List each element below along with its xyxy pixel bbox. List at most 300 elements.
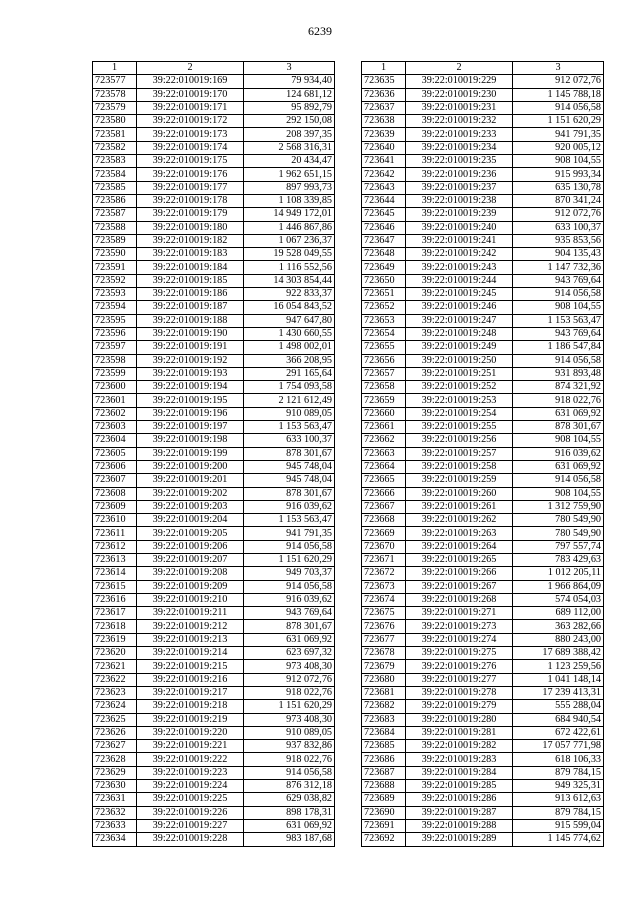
cadastral-number-cell: 39:22:010019:231 [406, 101, 513, 114]
value-cell: 918 022,76 [244, 753, 335, 766]
value-cell: 913 612,63 [513, 793, 604, 806]
value-cell: 1 430 660,55 [244, 327, 335, 340]
cadastral-number-cell: 39:22:010019:199 [137, 447, 244, 460]
table-row [362, 647, 604, 660]
row-number-cell: 723630 [93, 780, 137, 793]
row-number-cell: 723654 [362, 327, 406, 340]
row-number-cell: 723652 [362, 301, 406, 314]
header-col-2: 2 [406, 62, 513, 75]
table-row [362, 487, 604, 500]
value-cell: 918 022,76 [513, 394, 604, 407]
value-cell: 366 208,95 [244, 354, 335, 367]
table-row [362, 580, 604, 593]
page-number: 6239 [308, 24, 332, 38]
header-col-2: 2 [137, 62, 244, 75]
row-number-cell: 723588 [93, 221, 137, 234]
cadastral-number-cell: 39:22:010019:184 [137, 261, 244, 274]
value-cell: 935 853,56 [513, 234, 604, 247]
cadastral-number-cell: 39:22:010019:268 [406, 593, 513, 606]
table-row [93, 460, 335, 473]
table-row [93, 633, 335, 646]
cadastral-number-cell: 39:22:010019:176 [137, 168, 244, 181]
table-row [362, 141, 604, 154]
value-cell: 684 940,54 [513, 713, 604, 726]
cadastral-number-cell: 39:22:010019:224 [137, 780, 244, 793]
table-row [93, 101, 335, 114]
cadastral-number-cell: 39:22:010019:284 [406, 766, 513, 779]
cadastral-number-cell: 39:22:010019:261 [406, 500, 513, 513]
row-number-cell: 723637 [362, 101, 406, 114]
cadastral-number-cell: 39:22:010019:242 [406, 248, 513, 261]
table-row [362, 500, 604, 513]
table-row [362, 394, 604, 407]
value-cell: 941 791,35 [513, 128, 604, 141]
table-row [93, 527, 335, 540]
row-number-cell: 723596 [93, 327, 137, 340]
table-row [362, 261, 604, 274]
table-row [362, 208, 604, 221]
value-cell: 633 100,37 [513, 221, 604, 234]
cadastral-number-cell: 39:22:010019:241 [406, 234, 513, 247]
value-cell: 14 949 172,01 [244, 208, 335, 221]
table-row [93, 620, 335, 633]
header-col-1: 1 [362, 62, 406, 75]
cadastral-number-cell: 39:22:010019:204 [137, 514, 244, 527]
table-row [93, 434, 335, 447]
value-cell: 17 057 771,98 [513, 740, 604, 753]
cadastral-number-cell: 39:22:010019:207 [137, 553, 244, 566]
table-row [362, 75, 604, 88]
cadastral-number-cell: 39:22:010019:255 [406, 421, 513, 434]
header-row [362, 62, 604, 75]
cadastral-number-cell: 39:22:010019:234 [406, 141, 513, 154]
cadastral-number-cell: 39:22:010019:278 [406, 686, 513, 699]
value-cell: 780 549,90 [513, 514, 604, 527]
value-cell: 1 153 563,47 [513, 314, 604, 327]
table-row [362, 407, 604, 420]
table-row [93, 553, 335, 566]
value-cell: 914 056,58 [244, 540, 335, 553]
row-number-cell: 723587 [93, 208, 137, 221]
row-number-cell: 723687 [362, 766, 406, 779]
cadastral-number-cell: 39:22:010019:240 [406, 221, 513, 234]
row-number-cell: 723603 [93, 421, 137, 434]
value-cell: 635 130,78 [513, 181, 604, 194]
cadastral-number-cell: 39:22:010019:187 [137, 301, 244, 314]
table-row [362, 341, 604, 354]
table-row [362, 553, 604, 566]
row-number-cell: 723618 [93, 620, 137, 633]
value-cell: 943 769,64 [244, 607, 335, 620]
cadastral-number-cell: 39:22:010019:262 [406, 514, 513, 527]
cadastral-number-cell: 39:22:010019:218 [137, 700, 244, 713]
row-number-cell: 723682 [362, 700, 406, 713]
table-row [362, 540, 604, 553]
cadastral-number-cell: 39:22:010019:217 [137, 686, 244, 699]
table-row [93, 301, 335, 314]
row-number-cell: 723670 [362, 540, 406, 553]
cadastral-number-cell: 39:22:010019:175 [137, 155, 244, 168]
cadastral-number-cell: 39:22:010019:194 [137, 381, 244, 394]
row-number-cell: 723599 [93, 367, 137, 380]
row-number-cell: 723666 [362, 487, 406, 500]
row-number-cell: 723578 [93, 88, 137, 101]
row-number-cell: 723636 [362, 88, 406, 101]
row-number-cell: 723608 [93, 487, 137, 500]
value-cell: 124 681,12 [244, 88, 335, 101]
value-cell: 1 145 788,18 [513, 88, 604, 101]
cadastral-number-cell: 39:22:010019:289 [406, 833, 513, 846]
row-number-cell: 723655 [362, 341, 406, 354]
table-row [93, 181, 335, 194]
table-row [362, 660, 604, 673]
table-row [362, 593, 604, 606]
cadastral-number-cell: 39:22:010019:216 [137, 673, 244, 686]
value-cell: 914 056,58 [513, 288, 604, 301]
row-number-cell: 723597 [93, 341, 137, 354]
table-row [93, 394, 335, 407]
value-cell: 1 153 563,47 [244, 421, 335, 434]
cadastral-number-cell: 39:22:010019:258 [406, 460, 513, 473]
row-number-cell: 723665 [362, 474, 406, 487]
value-cell: 914 056,58 [244, 766, 335, 779]
table-row [362, 301, 604, 314]
table-row [362, 460, 604, 473]
value-cell: 908 104,55 [513, 487, 604, 500]
cadastral-number-cell: 39:22:010019:179 [137, 208, 244, 221]
cadastral-number-cell: 39:22:010019:235 [406, 155, 513, 168]
row-number-cell: 723650 [362, 274, 406, 287]
value-cell: 870 341,24 [513, 194, 604, 207]
row-number-cell: 723615 [93, 580, 137, 593]
cadastral-number-cell: 39:22:010019:282 [406, 740, 513, 753]
table-row [93, 726, 335, 739]
value-cell: 937 832,86 [244, 740, 335, 753]
value-cell: 17 689 388,42 [513, 647, 604, 660]
row-number-cell: 723663 [362, 447, 406, 460]
cadastral-number-cell: 39:22:010019:206 [137, 540, 244, 553]
value-cell: 2 568 316,31 [244, 141, 335, 154]
value-cell: 916 039,62 [244, 593, 335, 606]
row-number-cell: 723673 [362, 580, 406, 593]
cadastral-number-cell: 39:22:010019:253 [406, 394, 513, 407]
row-number-cell: 723638 [362, 115, 406, 128]
row-number-cell: 723648 [362, 248, 406, 261]
row-number-cell: 723614 [93, 567, 137, 580]
table-row [362, 115, 604, 128]
table-row [93, 75, 335, 88]
row-number-cell: 723624 [93, 700, 137, 713]
row-number-cell: 723590 [93, 248, 137, 261]
value-cell: 910 089,05 [244, 407, 335, 420]
value-cell: 689 112,00 [513, 607, 604, 620]
row-number-cell: 723619 [93, 633, 137, 646]
row-number-cell: 723677 [362, 633, 406, 646]
cadastral-number-cell: 39:22:010019:279 [406, 700, 513, 713]
value-cell: 208 397,35 [244, 128, 335, 141]
value-cell: 916 039,62 [244, 500, 335, 513]
value-cell: 914 056,58 [244, 580, 335, 593]
cadastral-number-cell: 39:22:010019:259 [406, 474, 513, 487]
value-cell: 783 429,63 [513, 553, 604, 566]
table-row [93, 806, 335, 819]
value-cell: 904 135,43 [513, 248, 604, 261]
cadastral-number-cell: 39:22:010019:172 [137, 115, 244, 128]
row-number-cell: 723582 [93, 141, 137, 154]
table-row [362, 181, 604, 194]
row-number-cell: 723617 [93, 607, 137, 620]
value-cell: 949 703,37 [244, 567, 335, 580]
row-number-cell: 723684 [362, 726, 406, 739]
row-number-cell: 723667 [362, 500, 406, 513]
table-row [362, 474, 604, 487]
value-cell: 16 054 843,52 [244, 301, 335, 314]
cadastral-number-cell: 39:22:010019:193 [137, 367, 244, 380]
cadastral-number-cell: 39:22:010019:203 [137, 500, 244, 513]
table-row [362, 833, 604, 846]
table-row [362, 381, 604, 394]
table-row [362, 234, 604, 247]
cadastral-number-cell: 39:22:010019:233 [406, 128, 513, 141]
row-number-cell: 723593 [93, 288, 137, 301]
row-number-cell: 723625 [93, 713, 137, 726]
cadastral-number-cell: 39:22:010019:170 [137, 88, 244, 101]
table-row [362, 168, 604, 181]
cadastral-number-cell: 39:22:010019:205 [137, 527, 244, 540]
cadastral-number-cell: 39:22:010019:212 [137, 620, 244, 633]
value-cell: 1 151 620,29 [244, 700, 335, 713]
table-row [93, 155, 335, 168]
row-number-cell: 723646 [362, 221, 406, 234]
value-cell: 1 186 547,84 [513, 341, 604, 354]
cadastral-number-cell: 39:22:010019:185 [137, 274, 244, 287]
cadastral-number-cell: 39:22:010019:280 [406, 713, 513, 726]
cadastral-number-cell: 39:22:010019:252 [406, 381, 513, 394]
row-number-cell: 723580 [93, 115, 137, 128]
table-row [93, 793, 335, 806]
value-cell: 633 100,37 [244, 434, 335, 447]
cadastral-number-cell: 39:22:010019:254 [406, 407, 513, 420]
value-cell: 1 151 620,29 [513, 115, 604, 128]
table-row [362, 740, 604, 753]
value-cell: 945 748,04 [244, 460, 335, 473]
table-row [362, 288, 604, 301]
row-number-cell: 723671 [362, 553, 406, 566]
cadastral-number-cell: 39:22:010019:182 [137, 234, 244, 247]
table-row [93, 88, 335, 101]
cadastral-number-cell: 39:22:010019:201 [137, 474, 244, 487]
row-number-cell: 723627 [93, 740, 137, 753]
value-cell: 878 301,67 [513, 421, 604, 434]
table-row [362, 434, 604, 447]
row-number-cell: 723664 [362, 460, 406, 473]
cadastral-number-cell: 39:22:010019:285 [406, 780, 513, 793]
row-number-cell: 723644 [362, 194, 406, 207]
table-row [93, 248, 335, 261]
row-number-cell: 723672 [362, 567, 406, 580]
row-number-cell: 723651 [362, 288, 406, 301]
cadastral-number-cell: 39:22:010019:256 [406, 434, 513, 447]
table-row [93, 700, 335, 713]
row-number-cell: 723691 [362, 819, 406, 832]
row-number-cell: 723616 [93, 593, 137, 606]
cadastral-number-cell: 39:22:010019:246 [406, 301, 513, 314]
value-cell: 897 993,73 [244, 181, 335, 194]
row-number-cell: 723620 [93, 647, 137, 660]
table-row [362, 314, 604, 327]
value-cell: 931 893,48 [513, 367, 604, 380]
value-cell: 363 282,66 [513, 620, 604, 633]
cadastral-number-cell: 39:22:010019:236 [406, 168, 513, 181]
value-cell: 797 557,74 [513, 540, 604, 553]
cadastral-number-cell: 39:22:010019:277 [406, 673, 513, 686]
cadastral-number-cell: 39:22:010019:221 [137, 740, 244, 753]
cadastral-number-cell: 39:22:010019:274 [406, 633, 513, 646]
value-cell: 920 005,12 [513, 141, 604, 154]
cadastral-number-cell: 39:22:010019:177 [137, 181, 244, 194]
table-row [362, 633, 604, 646]
cadastral-number-cell: 39:22:010019:180 [137, 221, 244, 234]
row-number-cell: 723690 [362, 806, 406, 819]
table-row [362, 819, 604, 832]
cadastral-number-cell: 39:22:010019:202 [137, 487, 244, 500]
cadastral-number-cell: 39:22:010019:243 [406, 261, 513, 274]
row-number-cell: 723605 [93, 447, 137, 460]
table-row [362, 713, 604, 726]
row-number-cell: 723642 [362, 168, 406, 181]
row-number-cell: 723634 [93, 833, 137, 846]
table-row [93, 740, 335, 753]
row-number-cell: 723659 [362, 394, 406, 407]
table-row [93, 487, 335, 500]
cadastral-number-cell: 39:22:010019:264 [406, 540, 513, 553]
value-cell: 878 301,67 [244, 487, 335, 500]
table-row [93, 660, 335, 673]
value-cell: 292 150,08 [244, 115, 335, 128]
row-number-cell: 723600 [93, 381, 137, 394]
cadastral-number-cell: 39:22:010019:273 [406, 620, 513, 633]
value-cell: 14 303 854,44 [244, 274, 335, 287]
cadastral-number-cell: 39:22:010019:229 [406, 75, 513, 88]
header-col-1: 1 [93, 62, 137, 75]
row-number-cell: 723606 [93, 460, 137, 473]
table-row [93, 194, 335, 207]
cadastral-number-cell: 39:22:010019:248 [406, 327, 513, 340]
value-cell: 623 697,32 [244, 647, 335, 660]
value-cell: 914 056,58 [513, 474, 604, 487]
table-row [362, 194, 604, 207]
value-cell: 1 151 620,29 [244, 553, 335, 566]
row-number-cell: 723579 [93, 101, 137, 114]
value-cell: 631 069,92 [513, 460, 604, 473]
value-cell: 908 104,55 [513, 434, 604, 447]
cadastral-number-cell: 39:22:010019:192 [137, 354, 244, 367]
table-row [362, 766, 604, 779]
row-number-cell: 723611 [93, 527, 137, 540]
value-cell: 1 108 339,85 [244, 194, 335, 207]
table-row [93, 819, 335, 832]
cadastral-number-cell: 39:22:010019:271 [406, 607, 513, 620]
table-row [362, 155, 604, 168]
table-row [93, 567, 335, 580]
cadastral-number-cell: 39:22:010019:197 [137, 421, 244, 434]
cadastral-number-cell: 39:22:010019:281 [406, 726, 513, 739]
cadastral-number-cell: 39:22:010019:174 [137, 141, 244, 154]
value-cell: 555 288,04 [513, 700, 604, 713]
value-cell: 878 301,67 [244, 447, 335, 460]
cadastral-number-cell: 39:22:010019:200 [137, 460, 244, 473]
table-row [93, 780, 335, 793]
cadastral-number-cell: 39:22:010019:191 [137, 341, 244, 354]
value-cell: 879 784,15 [513, 766, 604, 779]
table-row [93, 833, 335, 846]
row-number-cell: 723657 [362, 367, 406, 380]
table-row [362, 221, 604, 234]
value-cell: 1 153 563,47 [244, 514, 335, 527]
cadastral-number-cell: 39:22:010019:211 [137, 607, 244, 620]
value-cell: 1 123 259,56 [513, 660, 604, 673]
value-cell: 880 243,00 [513, 633, 604, 646]
value-cell: 780 549,90 [513, 527, 604, 540]
cadastral-number-cell: 39:22:010019:178 [137, 194, 244, 207]
cadastral-number-cell: 39:22:010019:225 [137, 793, 244, 806]
value-cell: 1 498 002,01 [244, 341, 335, 354]
cadastral-number-cell: 39:22:010019:239 [406, 208, 513, 221]
value-cell: 631 069,92 [244, 633, 335, 646]
cadastral-number-cell: 39:22:010019:222 [137, 753, 244, 766]
row-number-cell: 723643 [362, 181, 406, 194]
value-cell: 922 833,37 [244, 288, 335, 301]
value-cell: 973 408,30 [244, 713, 335, 726]
row-number-cell: 723656 [362, 354, 406, 367]
row-number-cell: 723689 [362, 793, 406, 806]
cadastral-number-cell: 39:22:010019:188 [137, 314, 244, 327]
cadastral-number-cell: 39:22:010019:267 [406, 580, 513, 593]
cadastral-number-cell: 39:22:010019:276 [406, 660, 513, 673]
value-cell: 947 647,80 [244, 314, 335, 327]
table-row [93, 500, 335, 513]
row-number-cell: 723662 [362, 434, 406, 447]
value-cell: 629 038,82 [244, 793, 335, 806]
cadastral-number-cell: 39:22:010019:190 [137, 327, 244, 340]
value-cell: 943 769,64 [513, 327, 604, 340]
value-cell: 914 056,58 [513, 354, 604, 367]
header-col-3: 3 [244, 62, 335, 75]
row-number-cell: 723633 [93, 819, 137, 832]
table-row [93, 540, 335, 553]
value-cell: 1 116 552,56 [244, 261, 335, 274]
value-cell: 879 784,15 [513, 806, 604, 819]
table-row [93, 128, 335, 141]
cadastral-number-cell: 39:22:010019:173 [137, 128, 244, 141]
cadastral-number-cell: 39:22:010019:260 [406, 487, 513, 500]
row-number-cell: 723591 [93, 261, 137, 274]
table-row [93, 381, 335, 394]
row-number-cell: 723658 [362, 381, 406, 394]
value-cell: 983 187,68 [244, 833, 335, 846]
table-row [93, 766, 335, 779]
value-cell: 631 069,92 [513, 407, 604, 420]
value-cell: 908 104,55 [513, 155, 604, 168]
table-row [93, 221, 335, 234]
value-cell: 291 165,64 [244, 367, 335, 380]
table-row [93, 168, 335, 181]
row-number-cell: 723632 [93, 806, 137, 819]
cadastral-number-cell: 39:22:010019:249 [406, 341, 513, 354]
cadastral-number-cell: 39:22:010019:266 [406, 567, 513, 580]
value-cell: 874 321,92 [513, 381, 604, 394]
row-number-cell: 723680 [362, 673, 406, 686]
